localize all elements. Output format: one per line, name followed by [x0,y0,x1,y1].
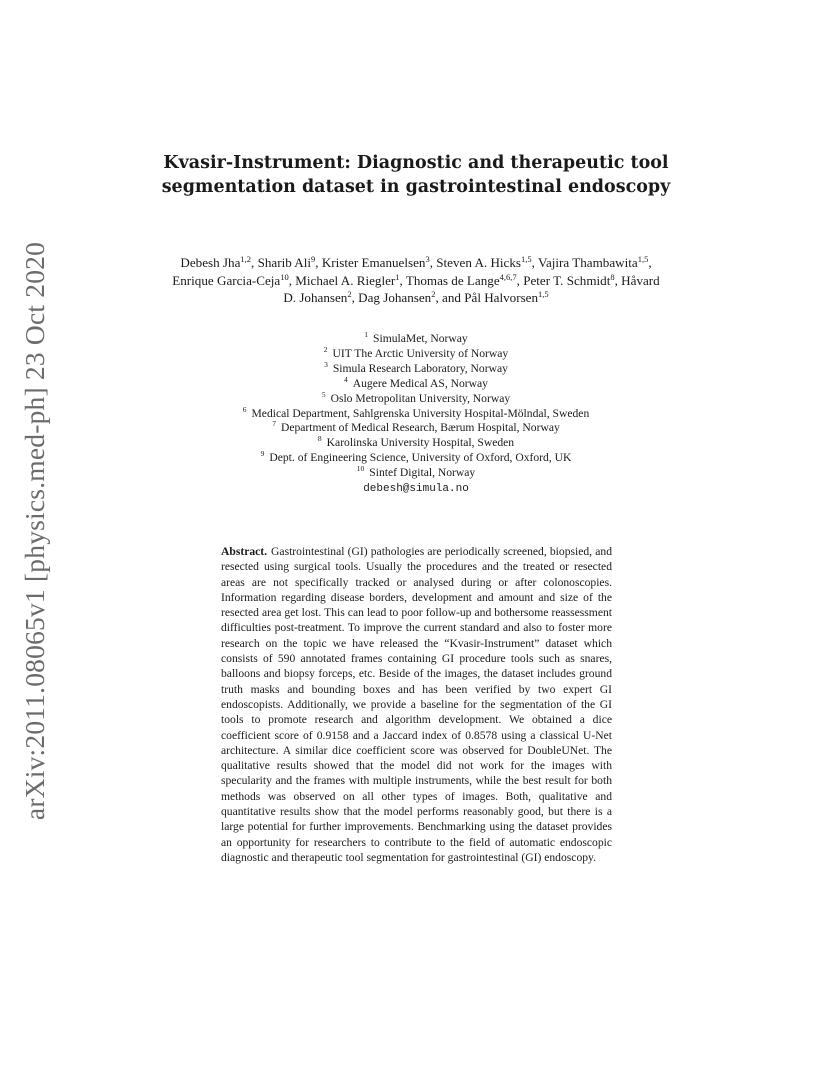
author-name: Enrique Garcia-Ceja [172,272,281,288]
author [180,255,251,270]
author [406,273,517,288]
author-affiliation-marker: 4,6,7 [499,271,517,282]
affiliation-number: 2 [323,344,328,354]
author-affiliation-marker: 1,5 [538,289,549,300]
author [295,273,399,288]
abstract-label: Abstract. [221,545,268,558]
affiliation-number: 5 [321,389,326,399]
author-affiliation-marker: 8 [610,271,615,282]
affiliation-number: 3 [324,359,328,369]
author-name: Krister Emanuelsen [321,255,426,270]
affiliation-text: Dept. of Engineering Science, University of Oxford, Oxford, UK [269,451,572,465]
author-name: Thomas de Lange [405,272,500,288]
affiliation-text: Oslo Metropolitan University, Norway [330,391,511,405]
author-affiliation-marker: 2 [347,289,352,300]
affiliation-text: Sintef Digital, Norway [369,466,476,480]
arxiv-stamp-text: arXiv:2011.08065v1 [physics.med-ph] 23 Oct 2020 [19,241,51,821]
affiliation-number: 9 [260,449,265,459]
author-affiliation-marker: 1,2 [240,254,252,264]
author [464,290,548,305]
author-name: Michael A. Riegler [295,272,396,288]
affiliation-number: 6 [242,404,247,414]
author-name: Steven A. Hicks [436,255,521,270]
affiliation-number: 4 [344,374,348,384]
affiliation-item [160,359,672,377]
author-list: Debesh Jha$^{1,2}$, Sharib Ali$^9$, Krister Emanuelsen$^3$, Steven A. Hicks$^{1,5}$, Vajira Thambawita$^{1,5}$, Enrique Garcia-Ceja$^{10}$, Michael A. Riegler$^1$, Thomas de Lange$^{4,6,7}$, Peter T. Schmidt$^8$, Håvard D. Johansen$^2$, Dag Johansen$^2$, and Pål Halvorsen$^{1,5}$ [172,254,660,306]
affiliation-item [160,436,672,451]
author-affiliation-marker: 1,5 [521,254,532,264]
author-name: Dag Johansen [358,290,432,306]
author-affiliation-marker: 10 [280,271,289,282]
arxiv-identifier-stamp [10,243,60,819]
author [358,290,435,305]
affiliation-item [160,389,672,407]
affiliation-number: 1 [364,330,369,339]
author-name: Sharib Ali [257,255,312,270]
affiliation-item [160,404,672,422]
author-affiliation-marker: 3 [425,254,430,264]
affiliation-number: 10 [356,464,365,474]
abstract [221,544,612,865]
affiliation-item [160,451,672,466]
affiliation-text: SimulaMet, Norway [373,332,468,345]
author-affiliation-marker: 1,5 [637,254,649,264]
affiliation-item [160,332,672,347]
author [322,255,430,270]
author [538,255,648,270]
affiliation-number: 7 [272,419,276,429]
affiliation-item [160,421,672,436]
affiliation-text: Augere Medical AS, Norway [352,376,488,390]
affiliation-item [160,374,672,392]
author-affiliation-marker: 2 [431,289,436,300]
affiliation-number: 8 [317,434,322,444]
affiliation-text: UIT The Arctic University of Norway [332,346,509,360]
contact-email[interactable] [160,481,672,497]
affiliation-text: Medical Department, Sahlgrenska University Hospital-Mölndal, Sweden [251,406,590,420]
affiliation-text: Department of Medical Research, Bærum Hospital, Norway [280,421,560,435]
author-affiliation-marker: 9 [311,254,316,264]
author-affiliation-marker: 1 [395,271,400,282]
paper-title: Kvasir-Instrument: Diagnostic and therapeutic tool segmentation dataset in gastrointestinal endoscopy [161,153,671,197]
author-name: Vajira Thambawita [537,255,638,270]
affiliation-text: Karolinska University Hospital, Sweden [326,436,515,450]
affiliation-text: Simula Research Laboratory, Norway [332,361,508,375]
author-name: Håvard D. Johansen [283,272,660,306]
author [258,255,316,270]
author [436,255,531,270]
affiliation-item [160,466,672,481]
author-name: Pål Halvorsen [464,290,539,306]
author [523,273,614,288]
author [172,273,288,288]
abstract-text: Gastrointestinal (GI) pathologies are periodically screened, biopsied, and resected using surgical tools. Usually the procedures and the treated or resected areas are not specifically tracked or analysed during or after colonoscopies. Information regarding disease borders, development and amount and size of the resected area get lost. This can lead to poor follow-up and bothersome reassessment difficulties post-treatment. To improve the current standard and also to foster more research on the topic we have released the “Kvasir-Instrument” dataset which consists of 590 annotated frames containing GI procedure tools such as snares, balloons and biopsy forceps, etc. Beside of the images, the dataset includes ground truth masks and bounding boxes and has been verified by two expert GI endoscopists. Additionally, we provide a baseline for the segmentation of the GI tools to promote research and algorithm development. We obtained a dice coefficient score of 0.9158 and a Jaccard index of 0.8578 using a classical U-Net architecture. A similar dice coefficient score was observed for DoubleUNet. The qualitative results showed that the model did not work for the images with specularity and the frames with multiple instruments, while the best result for both methods was observed on all other types of images. Both, qualitative and quantitative results show that the model performs reasonably good, but there is a large potential for further improvements. Benchmarking using the dataset provides an opportunity for researchers to contribute to the field of automatic endoscopic diagnostic and therapeutic tool segmentation for gastrointestinal (GI) endoscopy. [221,545,612,864]
affiliation-item [160,344,672,362]
email-link[interactable]: debesh@simula.no [363,483,469,496]
author-name: Peter T. Schmidt [523,272,611,288]
author-name: Debesh Jha [180,255,241,270]
affiliation-list [160,332,672,497]
